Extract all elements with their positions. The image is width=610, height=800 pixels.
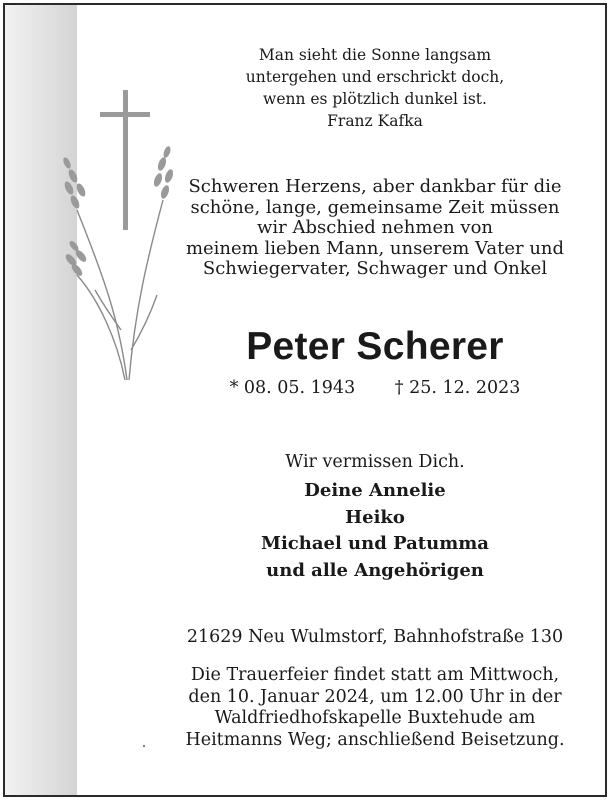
mourners-intro: Wir vermissen Dich. [285,452,465,472]
family-address: 21629 Neu Wulmstorf, Bahnhofstraße 130 [186,627,564,647]
announcement-line: Schweren Herzens, aber dankbar für die [188,176,562,197]
mourners-list [140,478,610,584]
announcement-line: schöne, lange, gemeinsame Zeit müssen [190,196,560,218]
birth-date: * 08. 05. 1943 [229,378,356,398]
life-dates [140,377,610,399]
announcement-line: meinem lieben Mann, unserem Vater und [185,237,565,259]
mourner-name: Deine Annelie [304,480,446,501]
print-speck [143,745,145,747]
mourner-name: Michael und Patumma [261,533,489,554]
kafka-quote [140,44,610,132]
deceased-name: Peter Scherer [246,325,504,368]
funeral-line: Heitmanns Weg; anschließend Beisetzung. [185,729,565,750]
funeral-line: Die Trauerfeier findet statt am Mittwoch, [190,665,560,685]
funeral-line: den 10. Januar 2024, um 12.00 Uhr in der [188,686,562,707]
quote-author: Franz Kafka [327,112,423,130]
death-date: † 25. 12. 2023 [394,378,521,398]
announcement-text [140,177,610,280]
funeral-line: Waldfriedhofskapelle Buxtehude am [214,708,536,728]
announcement-line: wir Abschied nehmen von [256,217,494,238]
quote-line: Man sieht die Sonne langsam [258,46,492,64]
funeral-details [140,665,610,751]
mourner-name: und alle Angehörigen [266,559,484,581]
quote-line: wenn es plötzlich dunkel ist. [263,90,487,108]
quote-line: untergehen und erschrickt doch, [245,68,505,86]
mourner-name: Heiko [345,506,405,528]
announcement-line: Schwiegervater, Schwager und Onkel [202,258,548,279]
